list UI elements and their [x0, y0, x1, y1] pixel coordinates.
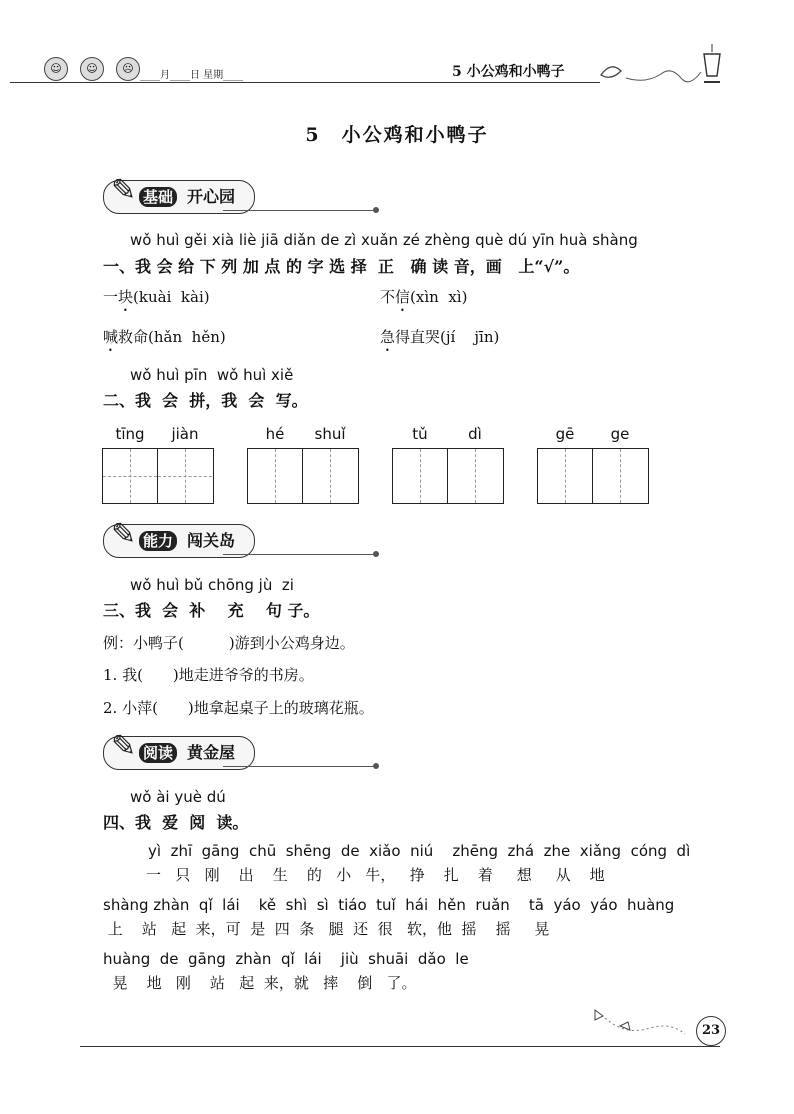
reading-text-line: 晃 地 刚 站 起 来，就 摔 倒 了。 — [103, 974, 417, 992]
q3-pinyin: wǒ huì bǔ chōng jù zi — [130, 576, 294, 594]
brush-icon: ✎ — [111, 517, 137, 552]
writing-box[interactable] — [247, 425, 359, 504]
section-word: 黄金屋 — [187, 743, 236, 762]
section-header-ability — [103, 517, 378, 558]
brush-icon: ✎ — [111, 173, 137, 208]
section-header-basic — [103, 173, 378, 214]
neutral-face-icon: ☺ — [80, 57, 104, 81]
q1-item-4: 急得直哭(jí jīn) — [380, 328, 500, 346]
q1-label: 一、我 会 给 下 列 加 点 的 字 选 择 正 确 读 音，画 上“√”。 — [103, 257, 580, 276]
section-header-reading — [103, 729, 378, 770]
writing-box[interactable] — [102, 425, 214, 504]
writing-box[interactable] — [537, 425, 649, 504]
section-tag: 基础 — [139, 187, 177, 207]
page-title: 5 小公鸡和小鸭子 — [305, 124, 489, 146]
section-word: 开心园 — [187, 187, 236, 206]
flower-swirl-icon — [590, 1000, 690, 1040]
box-pinyin: tīng — [115, 425, 145, 443]
section-word: 闯关岛 — [187, 531, 236, 550]
box-pinyin: ge — [610, 425, 630, 443]
q2-pinyin: wǒ huì pīn wǒ huì xiě — [130, 366, 294, 384]
reading-pinyin-line: shàng zhàn qǐ lái kě shì sì tiáo tuǐ hái hěn ruǎn tā yáo yáo huàng — [103, 896, 675, 914]
date-line: ____月____日 星期____ — [140, 70, 244, 81]
q4-pinyin: wǒ ài yuè dú — [130, 788, 226, 806]
q1-pinyin: wǒ huì gěi xià liè jiā diǎn de zì xuǎn zé zhèng què dú yīn huà shàng — [130, 231, 638, 249]
box-pinyin: tǔ — [412, 425, 428, 443]
section-tag: 能力 — [139, 531, 177, 551]
section-tag: 阅读 — [139, 743, 177, 763]
q4-label: 四、我 爱 阅 读。 — [103, 813, 249, 832]
q3-label: 三、我 会 补 充 句 子。 — [103, 601, 320, 620]
q1-item-1: 一块(kuài kài) — [103, 288, 210, 306]
smiley-face-icon: ☺ — [44, 57, 68, 81]
butterfly-swirl-icon — [596, 50, 716, 90]
q3-item-2: 2. 小萍( )地拿起桌子上的玻璃花瓶。 — [103, 699, 374, 717]
header-chapter: 5 小公鸡和小鸭子 — [452, 64, 565, 80]
brush-icon: ✎ — [111, 729, 137, 764]
box-pinyin: jiàn — [171, 425, 199, 443]
footer-rule — [80, 1046, 720, 1047]
reading-text-line: 上 站 起 来，可 是 四 条 腿 还 很 软，他 摇 摇 晃 — [103, 920, 550, 938]
writing-box[interactable] — [392, 425, 504, 504]
q3-example: 例：小鸭子( )游到小公鸡身边。 — [103, 634, 355, 652]
lantern-icon — [700, 44, 724, 88]
reading-text-line: 一 只 刚 出 生 的 小 牛， 挣 扎 着 想 从 地 — [146, 866, 605, 884]
sad-face-icon: ☹ — [116, 57, 140, 81]
box-pinyin: dì — [468, 425, 482, 443]
page-number: 23 — [696, 1016, 726, 1046]
reading-pinyin-line: huàng de gāng zhàn qǐ lái jiù shuāi dǎo le — [103, 950, 469, 968]
q1-item-2: 不信(xìn xì) — [380, 288, 468, 306]
box-pinyin: shuǐ — [314, 425, 346, 443]
box-pinyin: hé — [265, 425, 285, 443]
q1-item-3: 喊救命(hǎn hěn) — [103, 328, 226, 346]
q2-label: 二、我 会 拼，我 会 写。 — [103, 391, 308, 410]
box-pinyin: gē — [555, 425, 575, 443]
reading-pinyin-line: yì zhī gāng chū shēng de xiǎo niú zhēng zhá zhe xiǎng cóng dì — [148, 842, 691, 860]
header-rule — [10, 82, 600, 83]
q3-item-1: 1. 我( )地走进爷爷的书房。 — [103, 666, 314, 684]
